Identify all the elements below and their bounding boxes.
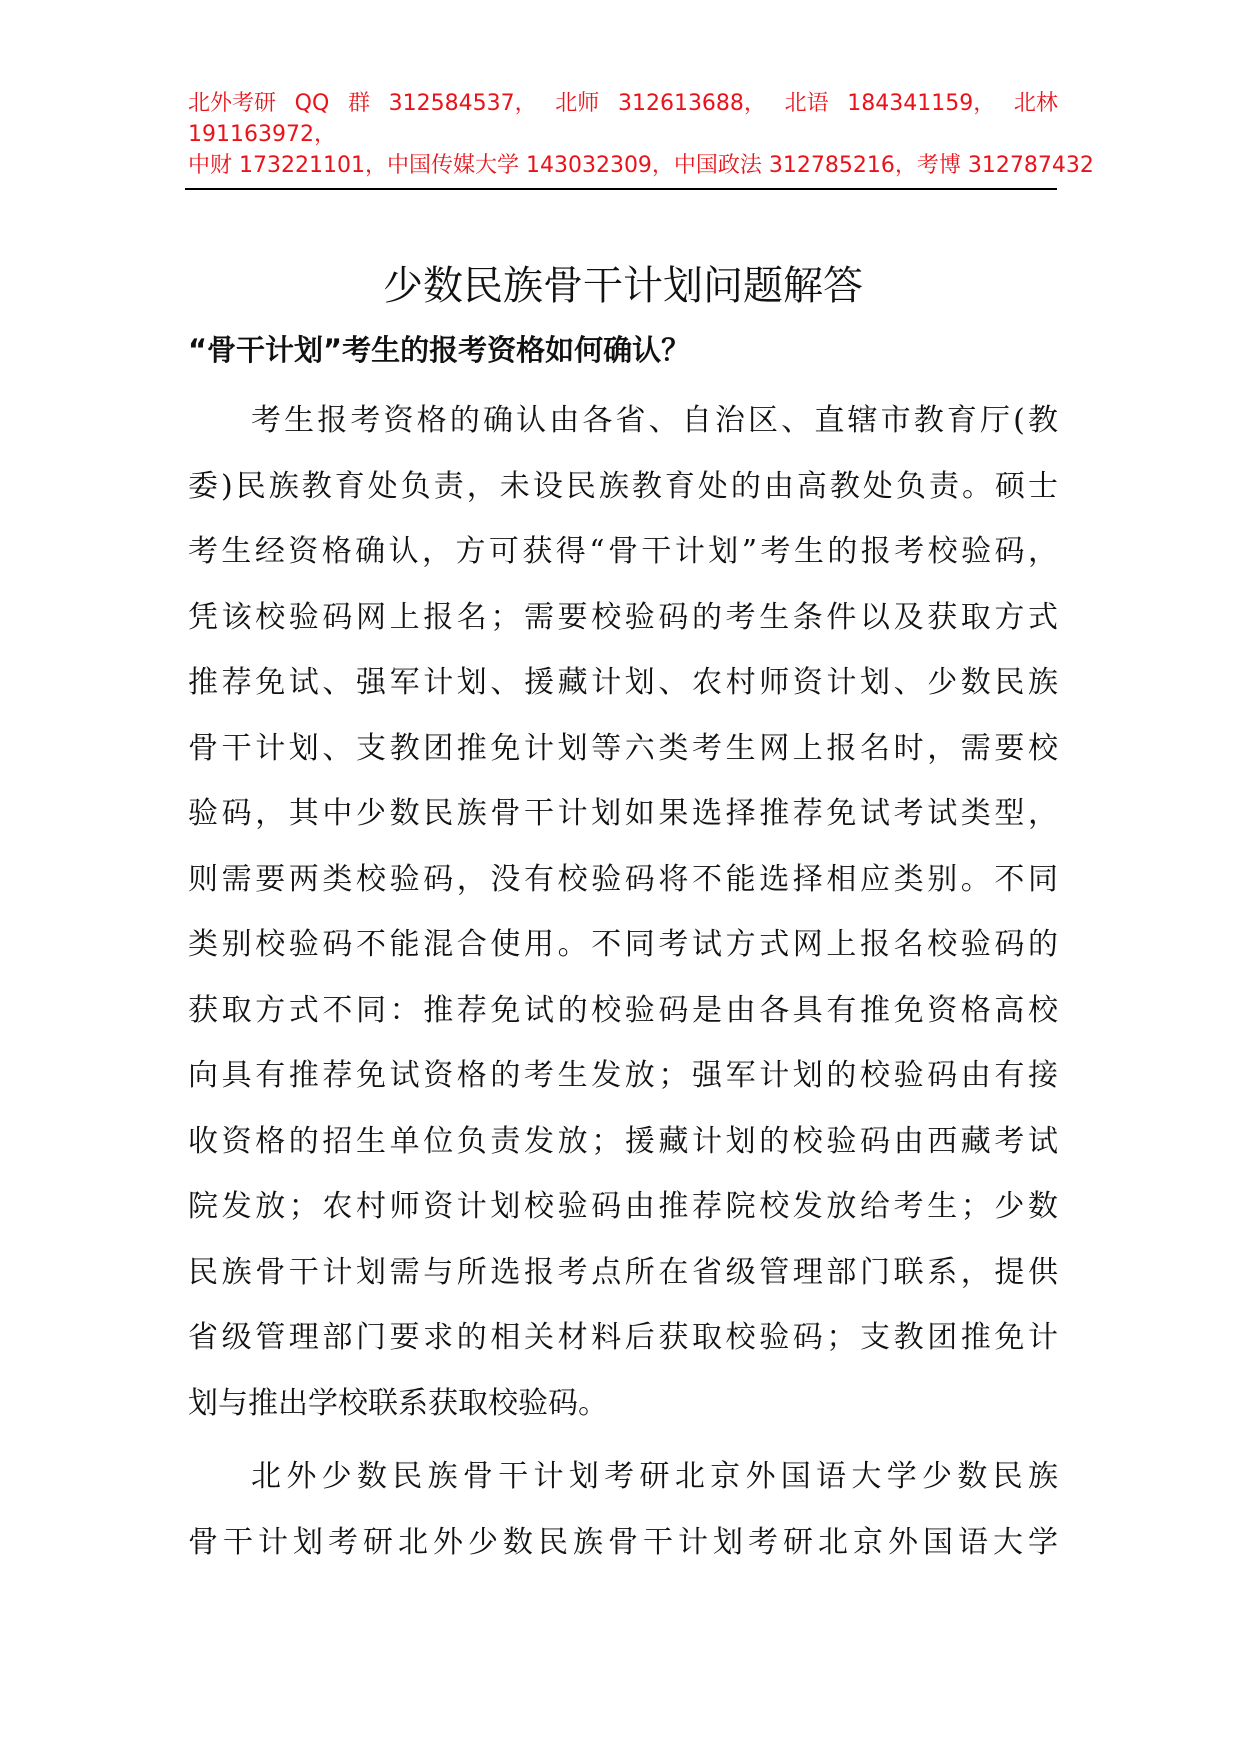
text-line: 获取方式不同：推荐免试的校验码是由各具有推免资格高校 (188, 992, 1058, 1028)
text-line: 委)民族教育处负责，未设民族教育处的由高教处负责。硕士 (188, 468, 1058, 504)
contact-header (188, 88, 1094, 181)
text-line: 则需要两类校验码，没有校验码将不能选择相应类别。不同 (188, 861, 1058, 897)
paragraph-1 (188, 388, 1058, 1436)
header-segment: 群 (347, 91, 370, 116)
text-line: 省级管理部门要求的相关材料后获取校验码；支教团推免计 (188, 1320, 1058, 1355)
text-line: 类别校验码不能混合使用。不同考试方式网上报名校验码的 (188, 927, 1058, 962)
text-line: 向具有推荐免试资格的考生发放；强军计划的校验码由有接 (188, 1058, 1058, 1093)
text-line: 考生经资格确认，方可获得“骨干计划”考生的报考校验码， (188, 534, 1058, 569)
text-line: 推荐免试、强军计划、援藏计划、农村师资计划、少数民族 (188, 665, 1058, 700)
paragraph-2 (188, 1444, 1058, 1575)
text-line: 凭该校验码网上报名；需要校验码的考生条件以及获取方式 (188, 599, 1058, 635)
header-segment: 312584537， (388, 91, 537, 116)
header-segment: 北师 (555, 91, 600, 116)
header-segment: 184341159， (847, 91, 996, 116)
answer-body (188, 388, 1058, 1575)
question-heading: “骨干计划”考生的报考资格如何确认？ (188, 333, 691, 367)
text-line: 收资格的招生单位负责发放；援藏计划的校验码由西藏考试 (188, 1123, 1058, 1159)
text-line: 北外少数民族骨干计划考研北京外国语大学少数民族 (251, 1459, 1058, 1494)
header-segment: 北语 (784, 91, 829, 116)
contact-header-line-2: 191163972， (188, 122, 336, 147)
text-line: 院发放；农村师资计划校验码由推荐院校发放给考生；少数 (188, 1189, 1058, 1224)
text-line: 验码，其中少数民族骨干计划如果选择推荐免试考试类型， (188, 796, 1058, 831)
paragraph-gap (188, 1436, 1058, 1444)
header-segment: 北林 (1013, 91, 1058, 116)
header-segment: QQ (294, 91, 330, 116)
contact-header-line-3: 中财 173221101，中国传媒大学 143032309，中国政法 312785216，考博 312787432 (188, 153, 1094, 178)
text-line: 划与推出学校联系获取校验码。 (188, 1385, 608, 1421)
header-segment: 312613688， (617, 91, 766, 116)
text-line: 民族骨干计划需与所选报考点所在省级管理部门联系，提供 (188, 1254, 1058, 1290)
header-divider (185, 188, 1057, 190)
text-line: 考生报考资格的确认由各省、自治区、直辖市教育厅(教 (251, 403, 1058, 438)
contact-header-line-1 (188, 88, 1058, 119)
text-line: 骨干计划考研北外少数民族骨干计划考研北京外国语大学 (188, 1524, 1058, 1560)
document-title: 少数民族骨干计划问题解答 (383, 263, 863, 309)
text-line: 骨干计划、支教团推免计划等六类考生网上报名时，需要校 (188, 730, 1058, 766)
header-segment: 北外考研 (188, 91, 277, 116)
